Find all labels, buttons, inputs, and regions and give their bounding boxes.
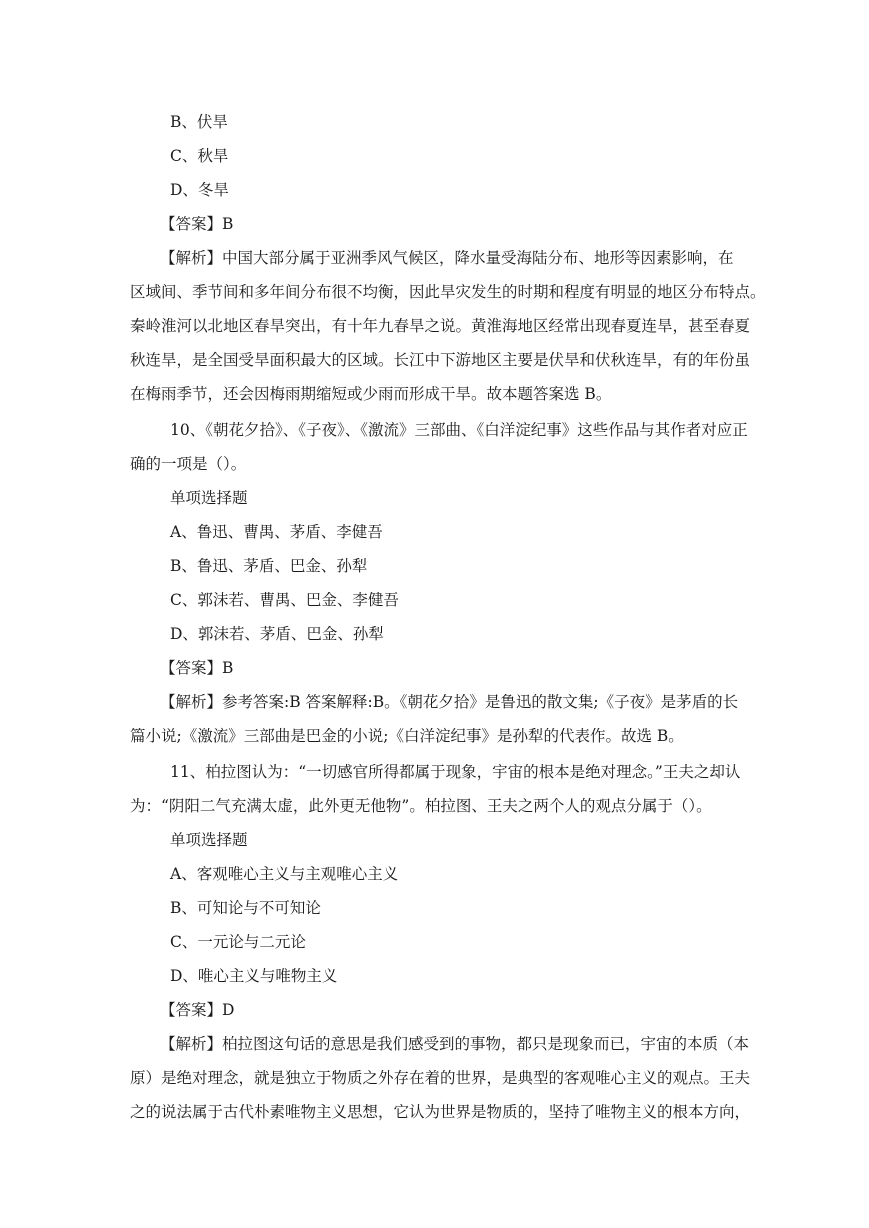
q11-option-b: B、可知论与不可知论 — [170, 899, 321, 917]
q10-analysis-line-1: 【解析】参考答案:B 答案解释:B。《朝花夕拾》是鲁迅的散文集;《子夜》是茅盾的长 — [160, 693, 739, 711]
q10-type: 单项选择题 — [170, 489, 248, 507]
q11-analysis-line-1: 【解析】柏拉图这句话的意思是我们感受到的事物，都只是现象而已，宇宙的本质（本 — [160, 1035, 750, 1053]
q11-option-d: D、唯心主义与唯物主义 — [170, 967, 338, 985]
q10-option-a: A、鲁迅、曹禺、茅盾、李健吾 — [170, 523, 383, 541]
q11-question-line-2: 为：“阴阳二气充满太虚，此外更无他物”。柏拉图、王夫之两个人的观点分属于（）。 — [130, 797, 712, 815]
q10-option-c: C、郭沫若、曹禺、巴金、李健吾 — [170, 591, 399, 609]
q11-analysis-line-3: 之的说法属于古代朴素唯物主义思想，它认为世界是物质的，坚持了唯物主义的根本方向， — [130, 1103, 751, 1121]
q9-option-b: B、伏旱 — [170, 113, 228, 131]
q9-analysis-line-5: 在梅雨季节，还会因梅雨期缩短或少雨而形成干旱。故本题答案选 B。 — [130, 385, 612, 403]
q9-analysis-line-2: 区域间、季节间和多年间分布很不均衡，因此旱灾发生的时期和程度有明显的地区分布特点。 — [130, 283, 766, 301]
q9-answer: 【答案】B — [160, 215, 234, 233]
q9-option-c: C、秋旱 — [170, 147, 229, 165]
q10-answer: 【答案】B — [160, 659, 234, 677]
q10-question-line-2: 确的一项是（）。 — [130, 455, 247, 473]
q9-option-d: D、冬旱 — [170, 181, 229, 199]
q9-analysis-line-4: 秋连旱，是全国受旱面积最大的区域。长江中下游地区主要是伏旱和伏秋连旱，有的年份虽 — [130, 351, 751, 369]
q10-question-line-1: 10、《朝花夕拾》、《子夜》、《激流》三部曲、《白洋淀纪事》这些作品与其作者对应正 — [170, 421, 748, 439]
q11-question-line-1: 11、柏拉图认为：“一切感官所得都属于现象，宇宙的根本是绝对理念。”王夫之却认 — [170, 763, 741, 781]
q10-analysis-line-2: 篇小说;《激流》三部曲是巴金的小说;《白洋淀纪事》是孙犁的代表作。故选 B。 — [130, 727, 684, 745]
q9-analysis-line-1: 【解析】中国大部分属于亚洲季风气候区，降水量受海陆分布、地形等因素影响，在 — [160, 249, 734, 267]
q11-analysis-line-2: 原）是绝对理念，就是独立于物质之外存在着的世界，是典型的客观唯心主义的观点。王夫 — [130, 1069, 751, 1087]
q11-answer: 【答案】D — [160, 1001, 235, 1019]
q10-option-d: D、郭沫若、茅盾、巴金、孙犁 — [170, 625, 384, 643]
q11-option-a: A、客观唯心主义与主观唯心主义 — [170, 865, 399, 883]
q11-option-c: C、一元论与二元论 — [170, 933, 306, 951]
q11-type: 单项选择题 — [170, 831, 248, 849]
q9-analysis-line-3: 秦岭淮河以北地区春旱突出，有十年九春旱之说。黄淮海地区经常出现春夏连旱，甚至春夏 — [130, 317, 751, 335]
q10-option-b: B、鲁迅、茅盾、巴金、孙犁 — [170, 557, 368, 575]
